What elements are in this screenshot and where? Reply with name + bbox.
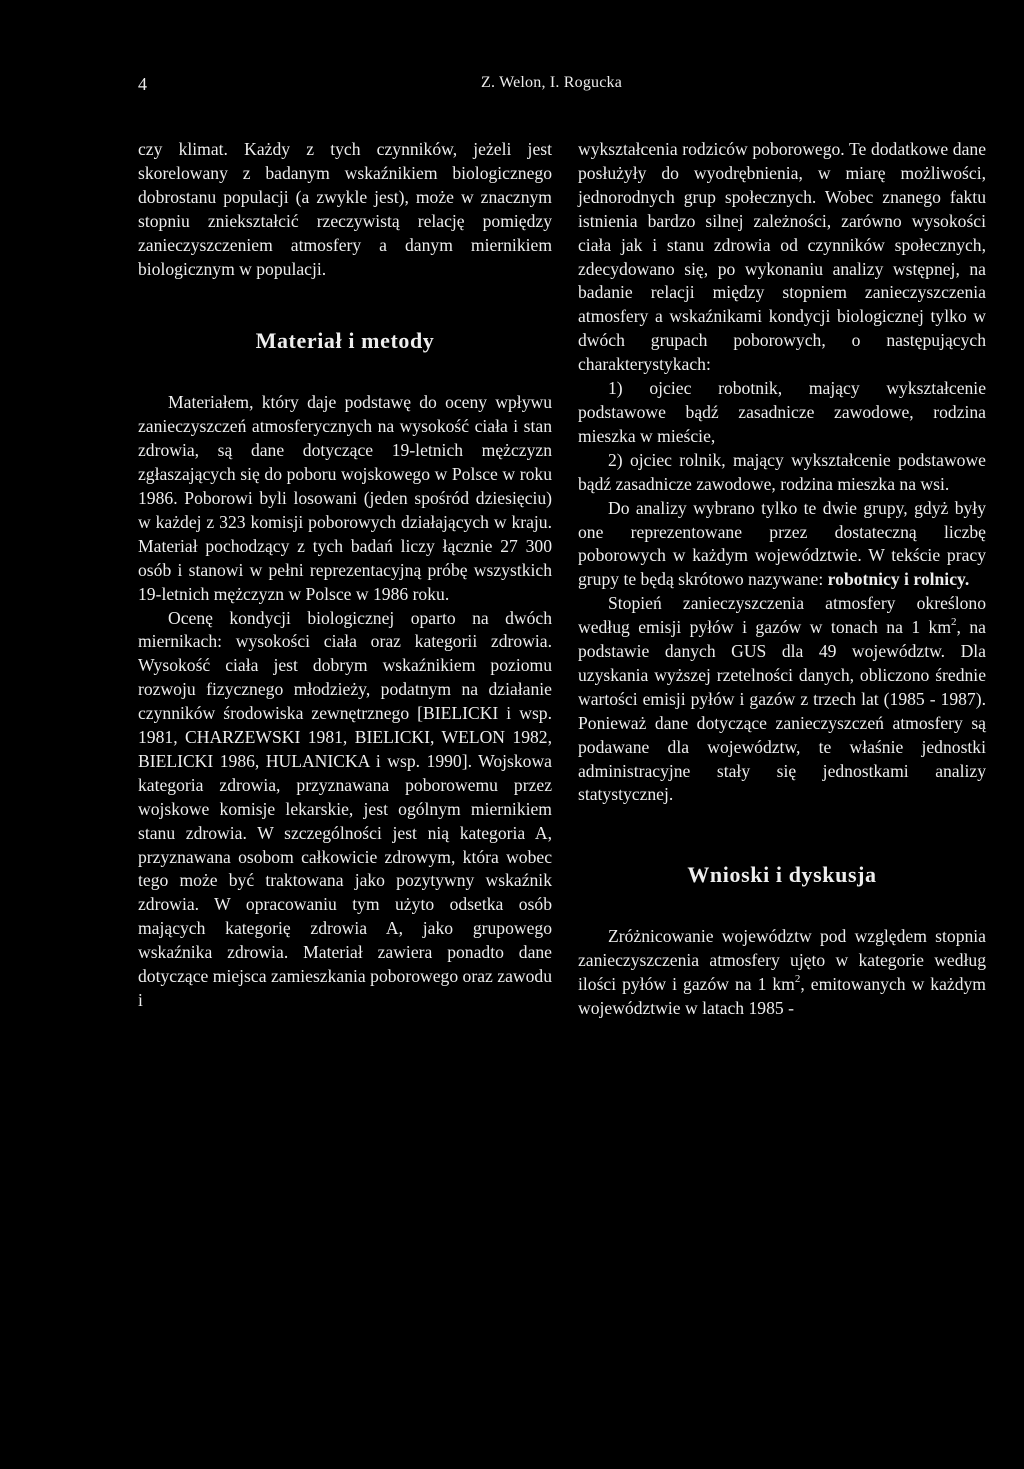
superscript: 2 bbox=[951, 616, 957, 629]
left-paragraph-1: czy klimat. Każdy z tych czynników, jeżeli jest skorelowany z badanym wskaźnikiem biologicznego dobrostanu populacji (a zwykle jest), może w znacznym stopniu zniekształcić rzeczywistą relację pomiędzy zanieczyszczeniem atmosfery a danym miernikiem biologicznym w populacji. bbox=[138, 139, 552, 279]
left-paragraph-2: Materiałem, który daje podstawę do oceny wpływu zanieczyszczeń atmosferycznych na wysokość ciała i stan zdrowia, są dane dotyczące 19-letnich mężczyzn zgłaszających się do poboru wojskowego w Polsce w roku 1986. Poborowi byli losowani (jeden spośród dziesięciu) w każdej z 323 komisji poborowych działających w kraju. Materiał pochodzący z tych badań liczy łącznie 27 300 osób i stanowi w pełni reprezentacyjną próbę wszystkich 19-letnich mężczyzn w Polsce w 1986 roku. bbox=[138, 392, 552, 604]
right-column bbox=[578, 138, 986, 1021]
bold-term: robotnicy i rolnicy. bbox=[827, 569, 970, 590]
left-column bbox=[138, 138, 552, 1013]
paragraph-text: , emitowanych w każdym województwie w latach 1985 - bbox=[578, 974, 986, 1018]
paragraph-text: Do analizy wybrano tylko te dwie grupy, gdyż były one reprezentowane przez dostateczną liczbę poborowych w każdym województwie. W tekście pracy grupy te będą skrótowo nazywane: bbox=[578, 497, 986, 590]
right-paragraph-3 bbox=[578, 592, 986, 807]
paragraph-text: Zróżnicowanie województw pod względem stopnia zanieczyszczenia atmosfery ujęto w kategorie według ilości pyłów i gazów na 1 km bbox=[578, 926, 986, 995]
page-header bbox=[0, 74, 1024, 98]
left-paragraph-3: Ocenę kondycji biologicznej oparto na dwóch miernikach: wysokości ciała oraz kategorii zdrowia. Wysokość ciała jest dobrym wskaźnikiem poziomu rozwoju fizycznego młodzieży, podatnym na działanie czynników środowiska zewnętrznego [BIELICKI i wsp. 1981, CHARZEWSKI 1981, BIELICKI, WELON 1982, BIELICKI 1986, HULANICKA i wsp. 1990]. Wojskowa kategoria zdrowia, przyznawana poborowemu przez wojskowe komisje lekarskie, jest ogólnym miernikiem stanu zdrowia. W szczególności jest nią kategoria A, przyznawana osobom całkowicie zdrowym, która wobec tego może być traktowana jako pozytywny wskaźnik zdrowia. W opracowaniu tym użyto odsetka osób mających kategorię zdrowia A, jako grupowego wskaźnika zdrowia. Materiał zawiera ponadto dane dotyczące miejsca zamieszkania poborowego oraz zawodu i bbox=[138, 607, 552, 1010]
section-heading-material: Materiał i metody bbox=[255, 328, 435, 354]
section-heading-conclusions: Wnioski i dyskusja bbox=[687, 862, 877, 888]
paragraph-text: , na podstawie danych GUS dla 49 województw. Dla uzyskania wyższej rzetelności danych, obliczono średnie wartości emisji pyłów i gazów z trzech lat (1985 - 1987). Ponieważ dane dotyczące zanieczyszczeń atmosfery są podawane dla województw, te właśnie jednostki administracyjne stały się jednostkami analizy statystycznej. bbox=[578, 617, 986, 805]
list-item-2: 2) ojciec rolnik, mający wykształcenie podstawowe bądź zasadnicze zawodowe, rodzina mieszka na wsi. bbox=[578, 449, 986, 494]
right-paragraph-4 bbox=[578, 925, 986, 1021]
superscript: 2 bbox=[794, 973, 801, 986]
paragraph-text: Stopień zanieczyszczenia atmosfery określono według emisji pyłów i gazów w tonach na 1 km bbox=[578, 593, 986, 638]
running-head: Z. Welon, I. Rogucka bbox=[481, 74, 623, 91]
list-item-1: 1) ojciec robotnik, mający wykształcenie podstawowe bądź zasadnicze zawodowe, rodzina mieszka w mieście, bbox=[578, 378, 986, 446]
right-paragraph-1: wykształcenia rodziców poborowego. Te dodatkowe dane posłużyły do wyodrębnienia, w miarę możliwości, jednorodnych grup społecznych. Wobec znanego faktu istnienia bardzo silnej zależności, zarówno wysokości ciała jak i stanu zdrowia od czynników społecznych, zdecydowano się, po wykonaniu analizy wstępnej, na badanie relacji między stopniem zanieczyszczenia atmosfery a wskaźnikami kondycji biologicznej tylko w dwóch grupach poborowych, o następujących charakterystykach: bbox=[578, 139, 986, 375]
right-paragraph-2 bbox=[578, 497, 986, 593]
page-number: 4 bbox=[138, 74, 147, 94]
